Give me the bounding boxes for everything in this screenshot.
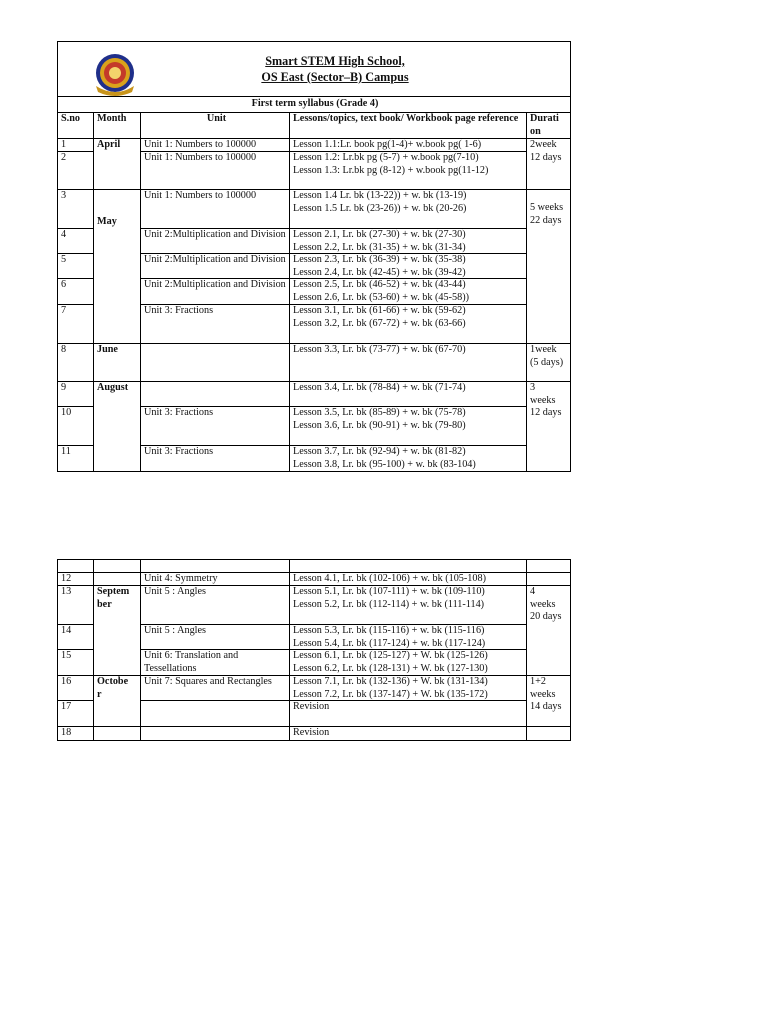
- table-rule: [140, 151, 527, 152]
- table-rule: [57, 96, 571, 97]
- row-sno: 3: [61, 190, 67, 201]
- row-unit: Unit 6: Translation and Tessellations: [144, 650, 239, 674]
- duration-september: 4 weeks 20 days: [530, 586, 562, 622]
- school-name: Smart STEM High School,: [265, 54, 405, 68]
- table-rule: [57, 406, 93, 407]
- row-lessons: Lesson 2.1, Lr. bk (27-30) + w. bk (27-30) Lesson 2.2, Lr. bk (31-35) + w. bk (31-34): [293, 229, 466, 253]
- table-border: [57, 41, 571, 42]
- row-unit: Unit 1: Numbers to 100000: [144, 152, 257, 163]
- col-header-lessons: Lessons/topics, text book/ Workbook page reference: [293, 113, 519, 124]
- col-header-unit: Unit: [206, 113, 227, 124]
- table-border: [570, 41, 571, 472]
- table-border: [57, 471, 571, 472]
- row-sno: 7: [61, 305, 67, 316]
- row-lessons: Lesson 5.3, Lr. bk (115-116) + w. bk (115-116) Lesson 5.4, Lr. bk (117-124) + w. bk (117-124): [293, 625, 486, 649]
- row-lessons: Lesson 1.2: Lr.bk pg (5-7) + w.book pg(7-10) Lesson 1.3: Lr.bk pg (8-12) + w.book pg(11-12): [293, 152, 489, 176]
- row-sno: 10: [61, 407, 72, 418]
- table-rule: [140, 253, 527, 254]
- table-rule: [140, 228, 527, 229]
- table-rule: [57, 304, 93, 305]
- row-unit: Unit 1: Numbers to 100000: [144, 139, 257, 150]
- table-rule: [57, 112, 571, 113]
- month-june: June: [97, 344, 118, 355]
- row-unit: Unit 2:Multiplication and Division: [144, 229, 286, 240]
- row-sno: 4: [61, 229, 67, 240]
- row-sno: 12: [61, 573, 72, 584]
- col-header-duration: Durati on: [530, 113, 559, 137]
- table-border: [570, 559, 571, 741]
- row-sno: 5: [61, 254, 67, 265]
- row-lessons: Revision: [293, 701, 330, 712]
- table-rule: [140, 112, 141, 472]
- table-rule: [140, 559, 141, 741]
- row-unit: Unit 3: Fractions: [144, 305, 214, 316]
- table-rule: [140, 700, 527, 701]
- row-sno: 13: [61, 586, 72, 597]
- row-lessons: Lesson 5.1, Lr. bk (107-111) + w. bk (109-110) Lesson 5.2, Lr. bk (112-114) + w. bk (111-114): [293, 586, 485, 610]
- duration-may: 5 weeks 22 days: [530, 202, 564, 226]
- month-september: Septem ber: [97, 586, 130, 610]
- table-border: [57, 559, 571, 560]
- duration-june: 1week (5 days): [530, 344, 564, 368]
- table-rule: [140, 624, 527, 625]
- table-rule: [140, 406, 527, 407]
- row-sno: 14: [61, 625, 72, 636]
- row-lessons: Lesson 6.1, Lr. bk (125-127) + W. bk (125-126) Lesson 6.2, Lr. bk (128-131) + W. bk (127-130): [293, 650, 488, 674]
- month-october: Octobe r: [97, 676, 129, 700]
- row-unit: Unit 5 : Angles: [144, 586, 206, 597]
- month-august: August: [97, 382, 129, 393]
- row-sno: 11: [61, 446, 71, 457]
- row-sno: 8: [61, 344, 67, 355]
- col-header-month: Month: [97, 113, 127, 124]
- row-unit: Unit 2:Multiplication and Division: [144, 279, 286, 290]
- table-rule: [57, 138, 571, 139]
- table-rule: [289, 112, 290, 472]
- month-may: May: [97, 216, 117, 227]
- table-rule: [57, 189, 571, 190]
- col-header-sno: S.no: [61, 113, 80, 124]
- row-unit: Unit 5 : Angles: [144, 625, 206, 636]
- table-rule: [93, 112, 94, 472]
- row-sno: 9: [61, 382, 67, 393]
- school-logo: [92, 52, 138, 98]
- table-rule: [57, 343, 571, 344]
- row-lessons: Lesson 3.5, Lr. bk (85-89) + w. bk (75-78) Lesson 3.6, Lr. bk (90-91) + w. bk (79-80): [293, 407, 466, 431]
- month-april: April: [97, 139, 121, 150]
- row-lessons: Lesson 3.3, Lr. bk (73-77) + w. bk (67-70): [293, 344, 466, 355]
- table-rule: [140, 445, 527, 446]
- table-rule: [57, 700, 93, 701]
- table-border: [57, 740, 571, 741]
- table-rule: [526, 559, 527, 741]
- row-lessons: Lesson 4.1, Lr. bk (102-106) + w. bk (105-108): [293, 573, 486, 584]
- table-rule: [140, 304, 527, 305]
- row-sno: 6: [61, 279, 67, 290]
- row-unit: Unit 3: Fractions: [144, 446, 214, 457]
- row-lessons: Lesson 1.1:Lr. book pg(1-4)+ w.book pg( 1-6): [293, 139, 482, 150]
- table-border: [57, 41, 58, 472]
- table-rule: [57, 585, 571, 586]
- table-rule: [57, 228, 93, 229]
- table-rule: [57, 445, 93, 446]
- table-rule: [140, 278, 527, 279]
- row-lessons: Lesson 2.5, Lr. bk (46-52) + w. bk (43-44) Lesson 2.6, Lr. bk (53-60) + w. bk (45-58)): [293, 279, 469, 303]
- table-rule: [57, 278, 93, 279]
- campus-name: OS East (Sector–B) Campus: [261, 70, 409, 84]
- row-sno: 15: [61, 650, 72, 661]
- syllabus-title: First term syllabus (Grade 4): [251, 98, 379, 109]
- table-rule: [57, 624, 93, 625]
- row-unit: Unit 2:Multiplication and Division: [144, 254, 286, 265]
- table-rule: [57, 381, 571, 382]
- row-lessons: Lesson 7.1, Lr. bk (132-136) + W. bk (131-134) Lesson 7.2, Lr. bk (137-147) + W. bk (135-172): [293, 676, 488, 700]
- row-unit: Unit 7: Squares and Rectangles: [144, 676, 272, 687]
- row-lessons: Revision: [293, 727, 330, 738]
- row-lessons: Lesson 3.4, Lr. bk (78-84) + w. bk (71-74): [293, 382, 466, 393]
- row-sno: 18: [61, 727, 72, 738]
- duration-october: 1+2 weeks 14 days: [530, 676, 562, 712]
- table-rule: [140, 649, 527, 650]
- table-rule: [57, 253, 93, 254]
- table-rule: [57, 572, 571, 573]
- row-sno: 2: [61, 152, 67, 163]
- duration-april: 2week 12 days: [530, 139, 562, 163]
- duration-august: 3 weeks 12 days: [530, 382, 562, 418]
- row-sno: 1: [61, 139, 67, 150]
- table-rule: [57, 649, 93, 650]
- row-lessons: Lesson 1.4 Lr. bk (13-22)) + w. bk (13-19) Lesson 1.5 Lr. bk (23-26)) + w. bk (20-26): [293, 190, 467, 214]
- row-lessons: Lesson 2.3, Lr. bk (36-39) + w. bk (35-38) Lesson 2.4, Lr. bk (42-45) + w. bk (39-42): [293, 254, 466, 278]
- table-rule: [57, 726, 571, 727]
- table-rule: [526, 112, 527, 472]
- table-rule: [57, 151, 93, 152]
- row-unit: Unit 1: Numbers to 100000: [144, 190, 257, 201]
- row-sno: 16: [61, 676, 72, 687]
- row-lessons: Lesson 3.1, Lr. bk (61-66) + w. bk (59-62) Lesson 3.2, Lr. bk (67-72) + w. bk (63-66): [293, 305, 466, 329]
- row-unit: Unit 4: Symmetry: [144, 573, 218, 584]
- table-rule: [93, 559, 94, 741]
- row-lessons: Lesson 3.7, Lr. bk (92-94) + w. bk (81-82) Lesson 3.8, Lr. bk (95-100) + w. bk (83-104): [293, 446, 476, 470]
- table-border: [57, 559, 58, 741]
- table-rule: [289, 559, 290, 741]
- row-sno: 17: [61, 701, 72, 712]
- table-rule: [57, 675, 571, 676]
- row-unit: Unit 3: Fractions: [144, 407, 214, 418]
